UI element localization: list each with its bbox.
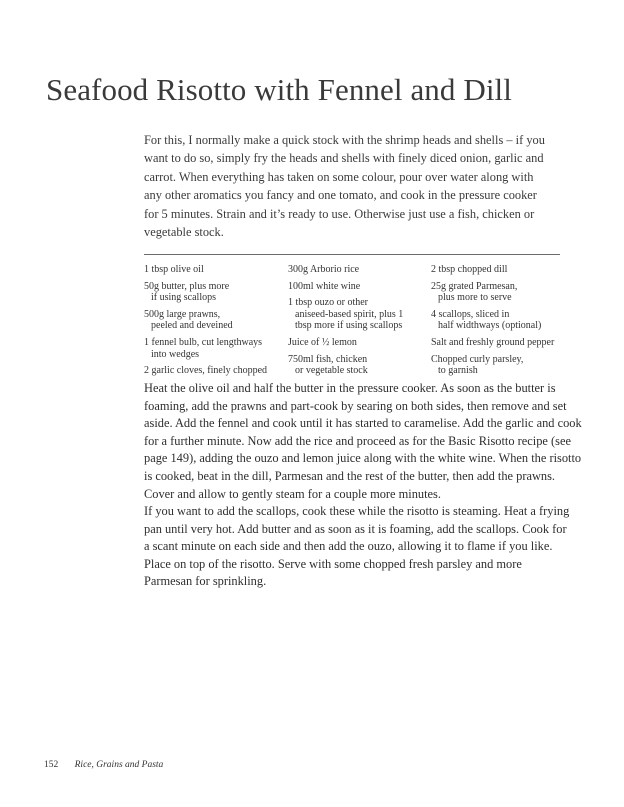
intro-line: carrot. When everything has taken on some colour, pour over water along with (144, 169, 534, 184)
page-number: 152 (44, 760, 59, 770)
ingredient-item (431, 337, 554, 349)
method-line: Parmesan for sprinkling. (144, 574, 267, 589)
ingredient-item (144, 264, 267, 276)
method-line: is cooked, beat in the dill, Parmesan and the rest of the butter, then add the prawns. (144, 468, 556, 483)
method-line: Place on top of the risotto. Serve with some chopped fresh parsley and more (144, 556, 522, 571)
ingredient-item (288, 354, 403, 377)
ingredient-text: 50g butter, plus more (144, 280, 230, 292)
ingredient-text: to garnish (438, 365, 478, 377)
method-line: page 149), adding the ouzo and lemon juice along with the white wine. When the risotto (144, 451, 582, 466)
method-line: for a further minute. Now add the rice and proceed as for the Basic Risotto recipe (see (144, 433, 571, 448)
ingredient-text: 1 tbsp ouzo or other (288, 297, 368, 309)
ingredient-text: 750ml fish, chicken (288, 353, 368, 365)
ingredient-text: or vegetable stock (295, 365, 368, 377)
method-line: pan until very hot. Add butter and as soon as it is foaming, add the scallops. Cook for (144, 521, 567, 536)
ingredient-text: half widthways (optional) (438, 320, 542, 332)
ingredient-item (431, 354, 554, 377)
ingredient-text: Chopped curly parsley, (431, 353, 524, 365)
ingredient-text: 300g Arborio rice (288, 264, 360, 275)
recipe-intro (144, 131, 564, 241)
ingredient-text: plus more to serve (438, 292, 512, 304)
ingredient-text: 25g grated Parmesan, (431, 280, 518, 292)
intro-line: for 5 minutes. Strain and it’s ready to use. Otherwise just use a fish, chicken or (144, 206, 535, 221)
ingredients-column-1 (144, 264, 267, 382)
ingredient-item (431, 264, 554, 276)
ingredient-text: 1 tbsp olive oil (144, 264, 204, 275)
ingredient-item (431, 309, 554, 332)
ingredient-item (288, 297, 403, 332)
method-line: Heat the olive oil and half the butter in the pressure cooker. As soon as the butter is (144, 381, 556, 395)
ingredient-text: if using scallops (151, 292, 216, 304)
method-line: Cover and allow to gently steam for a couple more minutes. (144, 486, 441, 501)
ingredient-text: Salt and freshly ground pepper (431, 336, 555, 348)
method-paragraph-1 (144, 380, 582, 503)
ingredient-text: 2 garlic cloves, finely chopped (144, 365, 268, 377)
ingredient-text: 4 scallops, sliced in (431, 308, 510, 320)
method-line: aside. Add the fennel and cook until it has started to caramelise. Add the garlic and cook (144, 416, 582, 431)
ingredient-text: 2 tbsp chopped dill (431, 264, 508, 275)
ingredient-text: aniseed-based spirit, plus 1 (295, 308, 404, 320)
method-line: If you want to add the scallops, cook these while the risotto is steaming. Heat a frying (144, 504, 570, 518)
ingredient-text: 100ml white wine (288, 280, 361, 292)
method-paragraph-2 (144, 503, 570, 591)
ingredient-item (144, 365, 267, 377)
ingredient-text: 500g large prawns, (144, 308, 221, 320)
ingredient-text: Juice of ½ lemon (288, 336, 357, 348)
intro-line: For this, I normally make a quick stock with the shrimp heads and shells – if you (144, 133, 545, 147)
ingredient-item (144, 281, 267, 304)
ingredient-item (288, 337, 403, 349)
method-line: foaming, add the prawns and part-cook by searing on both sides, then remove and set (144, 398, 567, 413)
ingredient-text: peeled and deveined (151, 320, 233, 332)
ingredient-item (144, 337, 267, 360)
ingredient-item (144, 309, 267, 332)
section-name: Rice, Grains and Pasta (74, 760, 164, 770)
ingredient-item (288, 281, 403, 293)
ingredient-item (288, 264, 403, 276)
ingredients-column-3 (431, 264, 554, 382)
ingredient-text: into wedges (151, 348, 200, 360)
intro-line: any other aromatics you fancy and one tomato, and cook in the pressure cooker (144, 188, 537, 203)
ingredient-text: 1 fennel bulb, cut lengthways (144, 336, 263, 348)
ingredient-text: tbsp more if using scallops (295, 320, 403, 332)
method-line: a scant minute on each side and then add the ouzo, allowing it to flame if you like. (144, 539, 553, 554)
ingredient-item (431, 281, 554, 304)
ingredients-column-2 (288, 264, 403, 382)
ingredients-divider (144, 254, 560, 255)
page-footer (44, 760, 163, 770)
intro-line: vegetable stock. (144, 225, 224, 240)
intro-line: want to do so, simply fry the heads and shells with finely diced onion, garlic and (144, 151, 544, 166)
recipe-title: Seafood Risotto with Fennel and Dill (46, 72, 512, 107)
